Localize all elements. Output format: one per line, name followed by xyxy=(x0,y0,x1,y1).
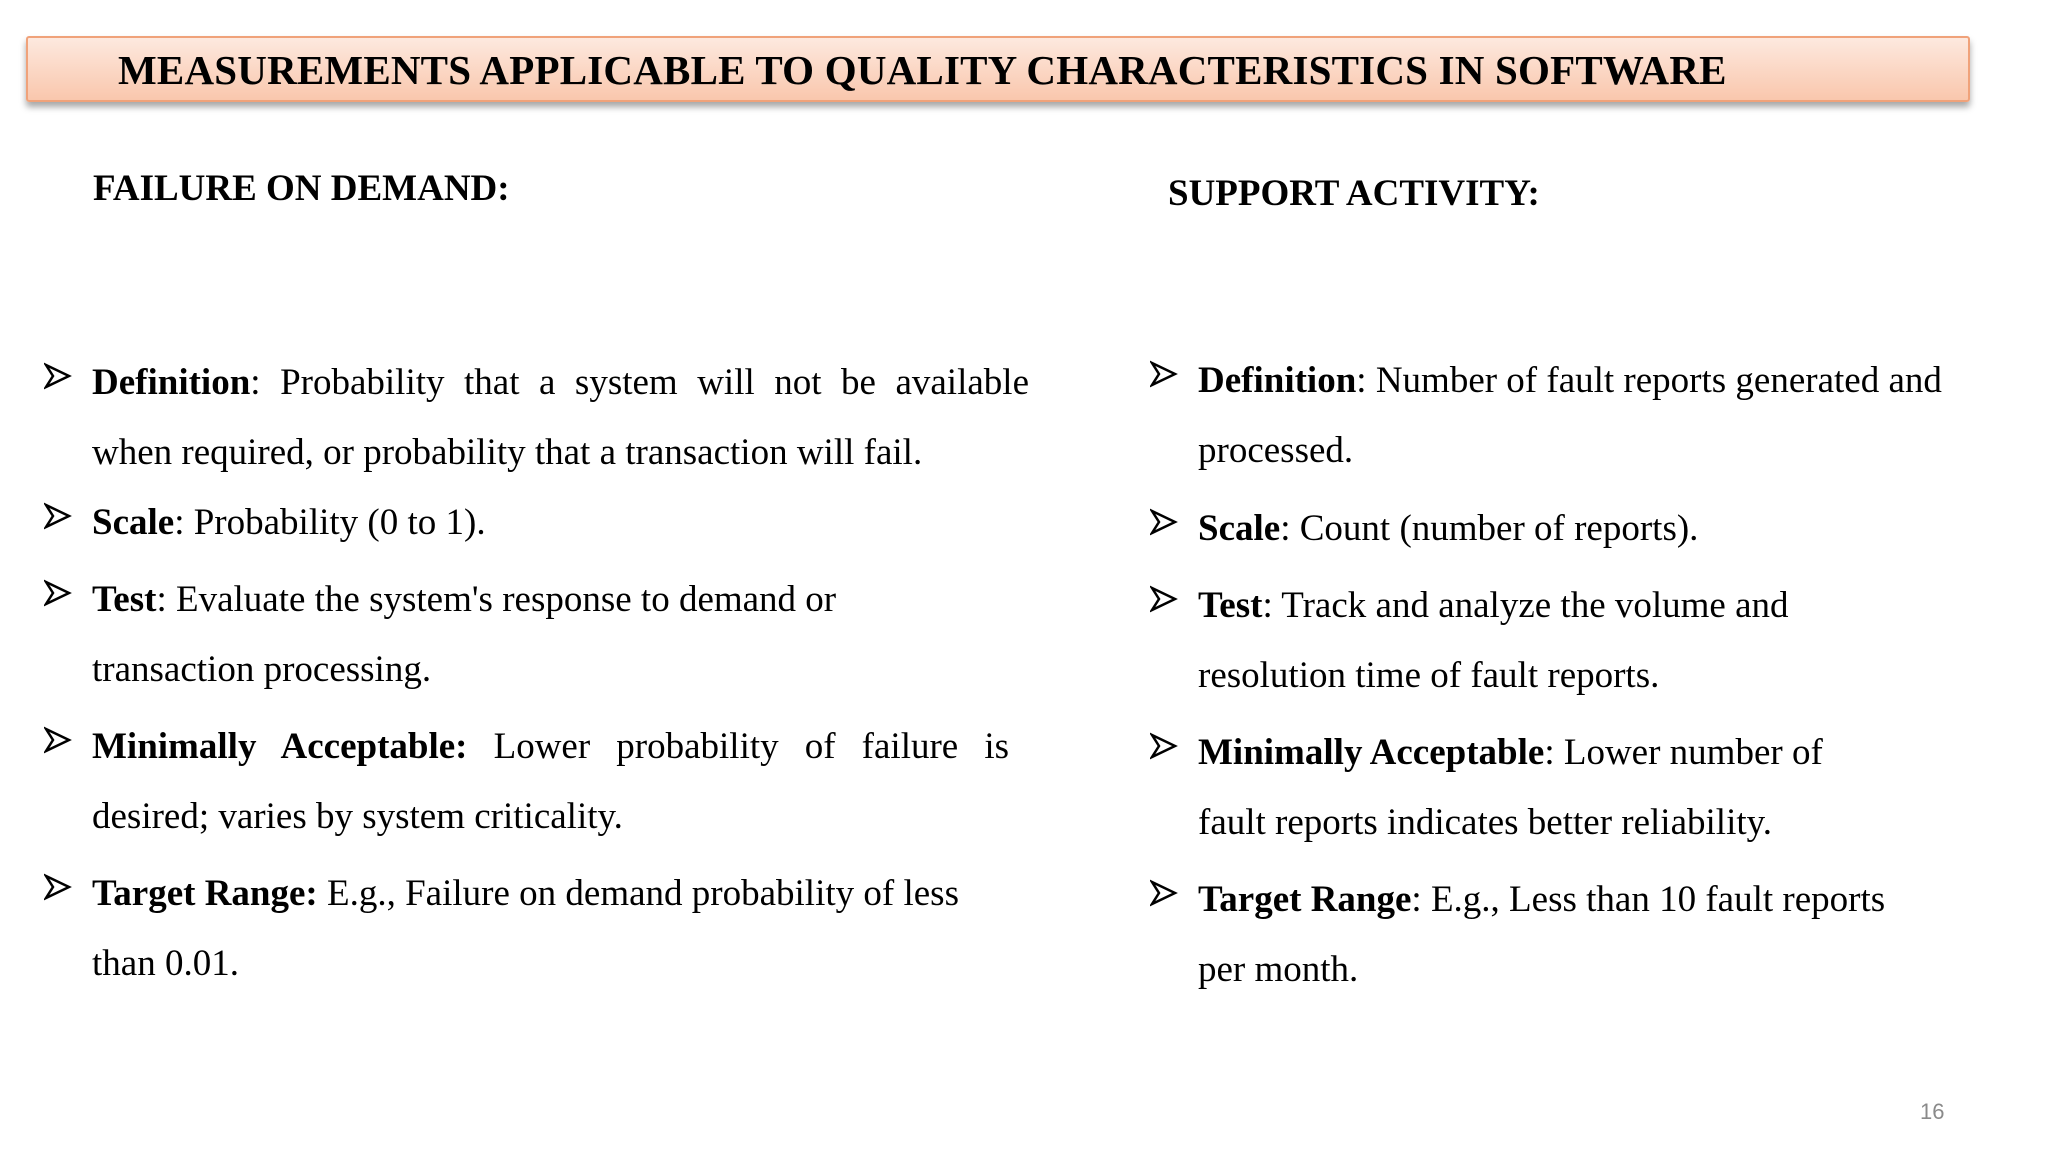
arrow-bullet-icon xyxy=(1150,585,1178,613)
right-item-text xyxy=(1198,865,1920,1005)
item-separator: : xyxy=(156,579,167,620)
right-heading: SUPPORT ACTIVITY: xyxy=(1168,173,1540,214)
left-item-text xyxy=(92,712,1009,852)
right-item-text xyxy=(1198,571,1860,711)
item-separator: : xyxy=(250,362,261,403)
arrow-bullet-icon xyxy=(44,362,72,390)
arrow-bullet-icon xyxy=(44,726,72,754)
item-term: Minimally Acceptable: xyxy=(92,726,468,767)
item-term: Scale xyxy=(92,502,175,543)
item-term: Target Range: xyxy=(92,873,318,914)
right-item-text xyxy=(1198,346,2000,486)
item-separator: : xyxy=(1411,879,1422,920)
item-term: Test xyxy=(92,579,157,620)
item-separator: : xyxy=(1280,508,1291,549)
item-description: E.g., Failure on demand probability of less than 0.01. xyxy=(92,873,959,984)
page-number: 16 xyxy=(1920,1099,1945,1124)
item-separator: : xyxy=(174,502,185,543)
arrow-bullet-icon xyxy=(44,873,72,901)
item-description: Probability that a system will not be available when required, or probability that a transaction will fail. xyxy=(92,362,1029,473)
item-description: Probability (0 to 1). xyxy=(184,502,486,543)
arrow-bullet-icon xyxy=(1150,508,1178,536)
item-separator: : xyxy=(1544,732,1555,773)
item-description: Lower probability of failure is desired; varies by system criticality. xyxy=(92,726,1009,837)
title-banner xyxy=(26,36,1970,102)
item-term: Test xyxy=(1198,585,1263,626)
arrow-bullet-icon xyxy=(44,579,72,607)
item-term: Definition xyxy=(1198,360,1357,401)
left-item-text xyxy=(92,488,1029,558)
arrow-bullet-icon xyxy=(44,502,72,530)
item-separator: : xyxy=(1262,585,1273,626)
left-item-text xyxy=(92,565,939,705)
item-term: Definition xyxy=(92,362,251,403)
item-description: Lower number of fault reports indicates better reliability. xyxy=(1198,732,1823,843)
item-term: Scale xyxy=(1198,508,1281,549)
left-heading: FAILURE ON DEMAND: xyxy=(93,168,510,209)
item-term: Minimally Acceptable xyxy=(1198,732,1545,773)
left-item-text xyxy=(92,348,1029,488)
item-separator: : xyxy=(1356,360,1367,401)
item-description: Count (number of reports). xyxy=(1290,508,1699,549)
item-description: E.g., Less than 10 fault reports per month. xyxy=(1198,879,1886,990)
item-description: Evaluate the system's response to demand or transaction processing. xyxy=(92,579,837,690)
item-description: Track and analyze the volume and resolution time of fault reports. xyxy=(1198,585,1789,696)
arrow-bullet-icon xyxy=(1150,879,1178,907)
left-item-text xyxy=(92,859,1029,999)
item-term: Target Range xyxy=(1198,879,1412,920)
arrow-bullet-icon xyxy=(1150,360,1178,388)
item-description: Number of fault reports generated and processed. xyxy=(1198,360,1942,471)
arrow-bullet-icon xyxy=(1150,732,1178,760)
right-item-text xyxy=(1198,494,2000,564)
right-item-text xyxy=(1198,718,1870,858)
slide-title: MEASUREMENTS APPLICABLE TO QUALITY CHARACTERISTICS IN SOFTWARE xyxy=(118,47,1727,93)
